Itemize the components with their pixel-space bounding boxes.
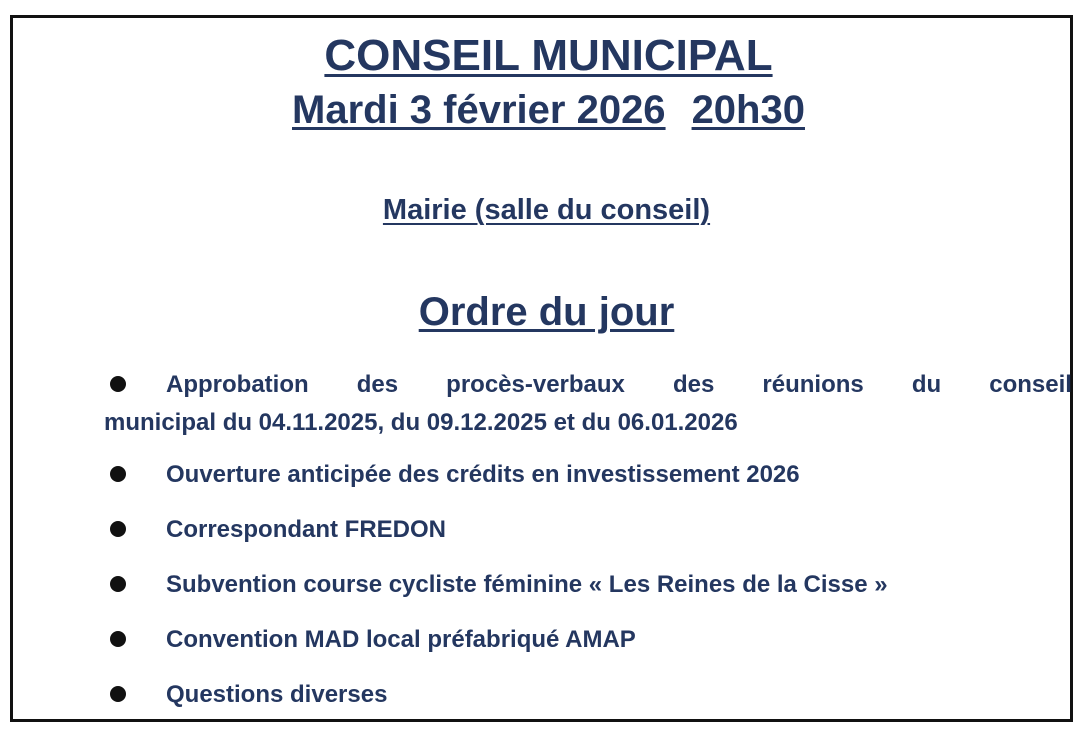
word: réunions — [762, 371, 864, 398]
bullet-icon — [110, 686, 126, 702]
agenda-item-text: Questions diverses — [166, 681, 388, 708]
bullet-icon — [110, 631, 126, 647]
word: conseil — [989, 371, 1072, 398]
meeting-venue: Mairie (salle du conseil) — [382, 194, 711, 226]
agenda-heading: Ordre du jour — [418, 290, 675, 334]
word: procès-verbaux — [446, 371, 625, 398]
agenda-item-text: Convention MAD local préfabriqué AMAP — [166, 626, 636, 653]
bullet-icon — [110, 576, 126, 592]
agenda-item-1-line-1 — [104, 366, 1072, 404]
agenda-item-1-text — [104, 366, 1072, 442]
agenda-item-text: Correspondant FREDON — [166, 516, 447, 543]
agenda-item-1-line-2: municipal du 04.11.2025, du 09.12.2025 et du 06.01.2026 — [104, 409, 738, 436]
page-title: CONSEIL MUNICIPAL — [324, 31, 773, 80]
word: des — [672, 371, 715, 398]
agenda-item-text: Subvention course cycliste féminine « Les Reines de la Cisse » — [166, 571, 888, 598]
meeting-time: 20h30 — [691, 88, 805, 132]
word: des — [356, 371, 399, 398]
word: Approbation — [166, 371, 309, 398]
agenda-item-text: Ouverture anticipée des crédits en investissement 2026 — [166, 461, 800, 488]
bullet-icon — [110, 466, 126, 482]
bullet-icon — [110, 521, 126, 537]
meeting-date: Mardi 3 février 2026 — [292, 88, 666, 132]
word: du — [911, 371, 942, 398]
